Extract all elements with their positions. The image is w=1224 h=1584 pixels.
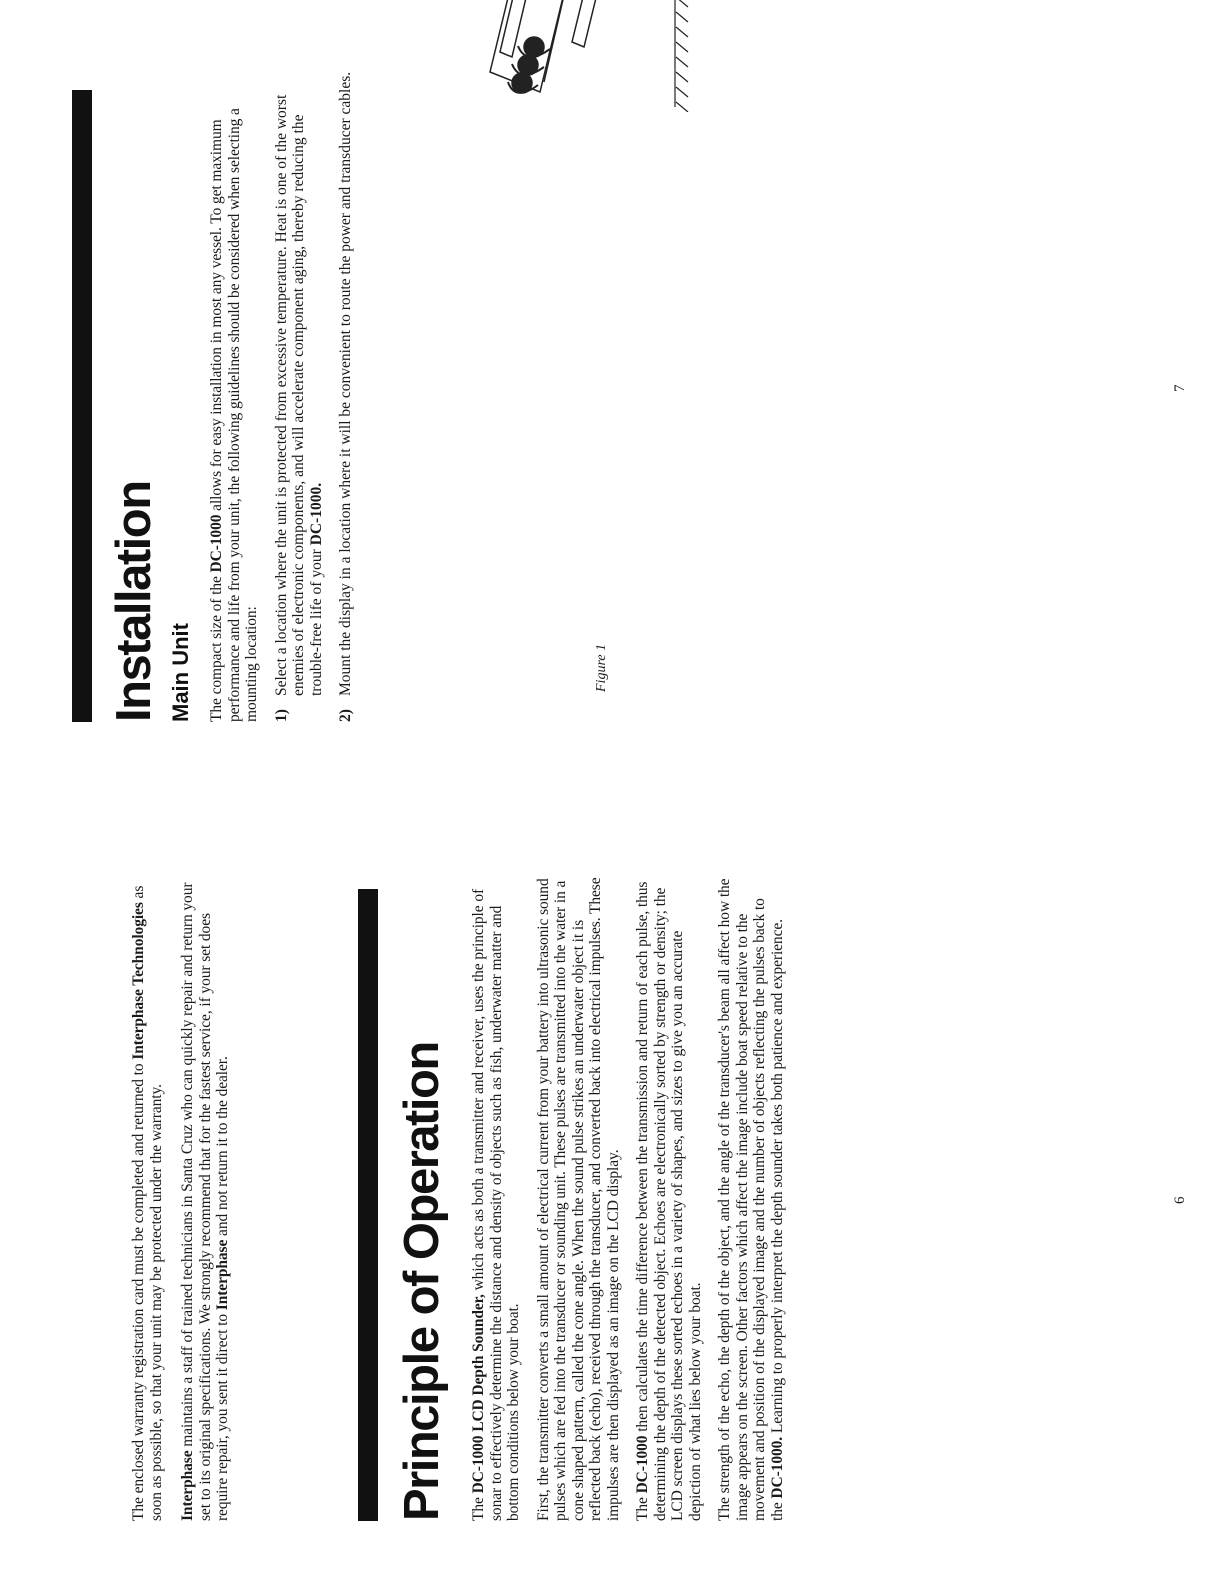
principle-paragraph-2: First, the transmitter converts a small amount of electrical current from your battery into ultrasonic sound pulses which are fed into the transducer or sounding unit. These pulses are transmitted into the water in a cone shaped pattern, called the cone angle. When the sound pulse strikes an underwater object it is reflected back (echo), received through the transducer, and converted back into electrical impulses. These impulses are then displayed as an image on the LCD display. [534,877,622,1521]
section-divider-bar [358,889,378,1521]
installation-section [108,62,367,722]
service-paragraph: Interphase maintains a staff of trained technicians in Santa Cruz who can quickly repair and return your set to its original specifications. We strongly recommend that for the fastest service, if your set does require repair, you sent it direct to Interphase and not return it to the dealer. [179,882,231,1521]
principle-paragraph-1: The DC-1000 LCD Depth Sounder, which acts as both a transmitter and receiver, uses the principle of sonar to effectively determine the distance and density of objects such as fish, underwater matter and bottom conditions below your boat. [470,888,522,1521]
section-divider-bar [72,90,92,722]
warranty-section [130,876,244,1521]
principle-section [396,876,798,1521]
installation-intro: The compact size of the DC-1000 allows for easy installation in most any vessel. To get maximum performance and life from your unit, the following guidelines should be considered when selecting a mounting location: [208,108,260,722]
principle-paragraph-3: The DC-1000 then calculates the time difference between the transmission and return of each pulse, thus determining the depth of the detected object. Echoes are electronically sorted by strength or density; the LCD screen displays these sorted echoes in a variety of shapes, and sizes to give you an accurate depiction of what lies below your boat. [634,881,704,1521]
shelf-drawing [675,0,688,112]
installation-guidelines-list [273,62,355,722]
list-item: 1) Select a location where the unit is protected from excessive temperature. Heat is one of the worst enemies of electronic components, and will accelerate component aging, thereby reducing the trouble-free life of your DC-1000. [272,94,325,722]
figure-caption: Figure 1 [594,643,609,692]
display-unit-drawing [490,0,606,93]
list-item: 2) Mount the display in a location where it will be convenient to route the power and transducer cables. [337,71,354,722]
figure-1-illustration [460,0,760,112]
page-6 [0,792,1224,1584]
warranty-paragraph: The enclosed warranty registration card must be completed and returned to Interphase Technologies as soon as possible, so that your unit may be protected under the warranty. [130,885,165,1521]
section-title-principle: Principle of Operation [395,1042,449,1521]
page-number-7: 7 [1172,384,1188,392]
principle-paragraph-4: The strength of the echo, the depth of the object, and the angle of the transducer's beam all affect how the image appears on the screen. Other factors which affect the image include boat speed relative to the movement and position of the displayed image and the number of objects reflecting the pulses back to the DC-1000. Learning to properly interpret the depth sounder takes both patience and experience. [716,878,786,1521]
page-number-6: 6 [1172,1196,1188,1204]
section-title-installation: Installation [107,481,161,722]
subsection-title-main-unit: Main Unit [168,623,193,722]
